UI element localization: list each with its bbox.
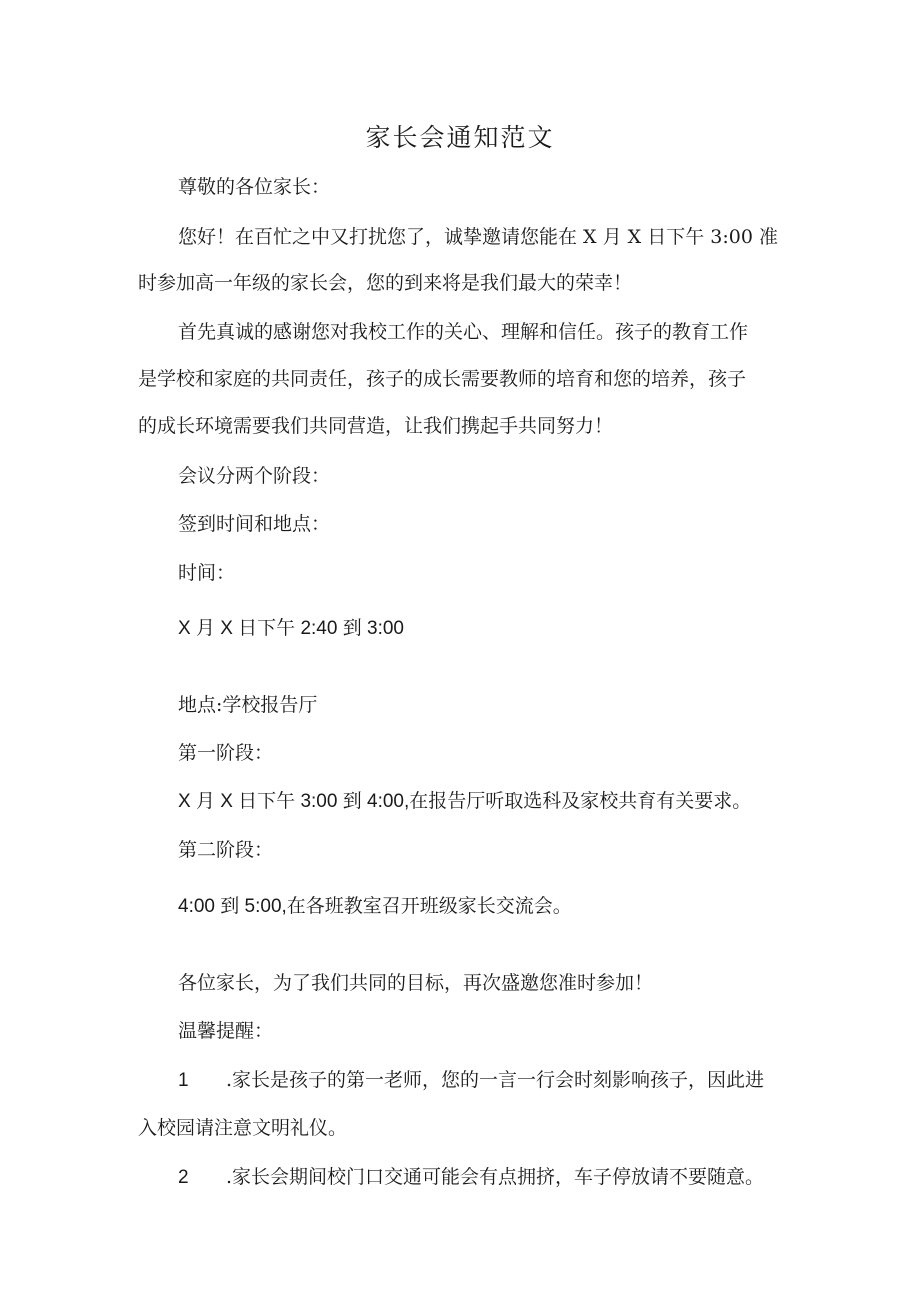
stage1-label: 第一阶段：	[178, 742, 274, 764]
reminder-1-text: .家长是孩子的第一老师，您的一言一行会时刻影响孩子，因此进	[226, 1069, 765, 1091]
stage2-detail: 4:00 到 5:00,在各班教室召开班级家长交流会。	[178, 896, 572, 917]
stage2-label: 第二阶段：	[178, 839, 274, 861]
para2-line1: 首先真诚的感谢您对我校工作的关心、理解和信任。孩子的教育工作	[178, 321, 749, 343]
checkin-heading: 签到时间和地点：	[178, 513, 331, 535]
para2-line2: 是学校和家庭的共同责任，孩子的成长需要教师的培育和您的培养，孩子	[138, 368, 747, 390]
location: 地点:学校报告厅	[178, 694, 318, 716]
meeting-stages: 会议分两个阶段：	[178, 465, 331, 487]
invitation: 各位家长，为了我们共同的目标，再次盛邀您准时参加！	[178, 972, 654, 994]
salutation: 尊敬的各位家长：	[178, 176, 331, 198]
para1-line1: 您好！在百忙之中又打扰您了，诚挚邀请您能在 X 月 X 日下午 3:00 准	[178, 226, 778, 248]
reminder-2-text: .家长会期间校门口交通可能会有点拥挤，车子停放请不要随意。	[226, 1166, 765, 1188]
time-value: X 月 X 日下午 2:40 到 3:00	[178, 618, 404, 639]
para1-line2: 时参加高一年级的家长会，您的到来将是我们最大的荣幸！	[138, 272, 633, 294]
stage1-detail: X 月 X 日下午 3:00 到 4:00,在报告厅听取选科及家校共育有关要求。	[178, 791, 752, 812]
time-label: 时间：	[178, 562, 236, 584]
reminder-2-number: 2	[178, 1167, 189, 1188]
reminder-2-line1	[178, 1162, 764, 1193]
reminder-1-line1	[178, 1065, 764, 1096]
reminder-1-number: 1	[178, 1070, 189, 1091]
reminder-1-line2: 入校园请注意文明礼仪。	[138, 1117, 348, 1139]
document-title: 家长会通知范文	[365, 123, 555, 152]
para2-line3: 的成长环境需要我们共同营造，让我们携起手共同努力！	[138, 415, 614, 437]
reminder-label: 温馨提醒：	[178, 1020, 274, 1042]
